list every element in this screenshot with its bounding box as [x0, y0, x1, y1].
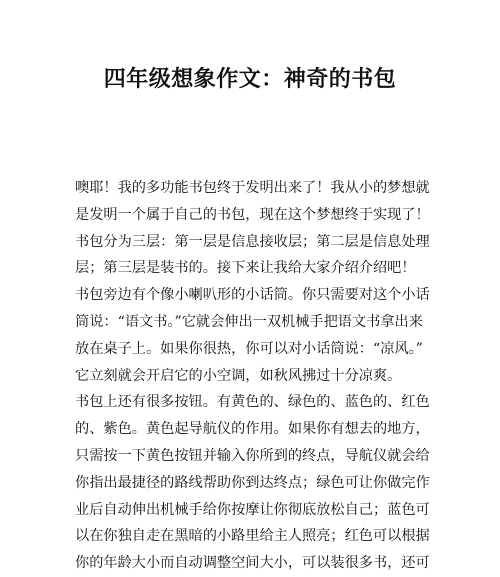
- text-line: 噢耶！我的多功能书包终于发明出来了！我从小的梦想就: [75, 180, 430, 196]
- text-line: 书包分为三层：第一层是信息接收层；第二层是信息处理: [75, 233, 430, 250]
- text-line: 放在桌子上。如果你很热，你可以对小话筒说：“凉风。”: [75, 340, 423, 357]
- text-line: 业后自动伸出机械手给你按摩让你彻底放松自己；蓝色可: [75, 501, 430, 518]
- text-line: 书包上还有很多按钮。有黄色的、绿色的、蓝色的、红色: [75, 394, 430, 411]
- text-line: 的、紫色。黄色起导航仪的作用。如果你有想去的地方，: [75, 421, 430, 438]
- text-line: 它立刻就会开启它的小空调，如秋风拂过十分凉爽。: [75, 367, 402, 384]
- essay-body: [75, 175, 495, 577]
- text-line: 筒说：“语文书。”它就会伸出一双机械手把语文书拿出来: [75, 313, 423, 330]
- text-line: 以在你独自走在黑暗的小路里给主人照亮；红色可以根据: [75, 528, 430, 545]
- text-line: 你的年龄大小而自动调整空间大小，可以装很多书，还可: [75, 555, 430, 572]
- text-line: 你指出最捷径的路线帮助你到达终点；绿色可让你做完作: [75, 474, 430, 491]
- text-line: 只需按一下黄色按钮并输入你所到的终点，导航仪就会给: [75, 447, 430, 464]
- text-line: 书包旁边有个像小喇叭形的小话筒。你只需要对这个小话: [75, 287, 430, 304]
- text-line: 是发明一个属于自己的书包，现在这个梦想终于实现了！: [75, 206, 430, 223]
- text-line: 层；第三层是装书的。接下来让我给大家介绍介绍吧！: [75, 260, 416, 277]
- page-title: 四年级想象作文：神奇的书包: [103, 66, 397, 92]
